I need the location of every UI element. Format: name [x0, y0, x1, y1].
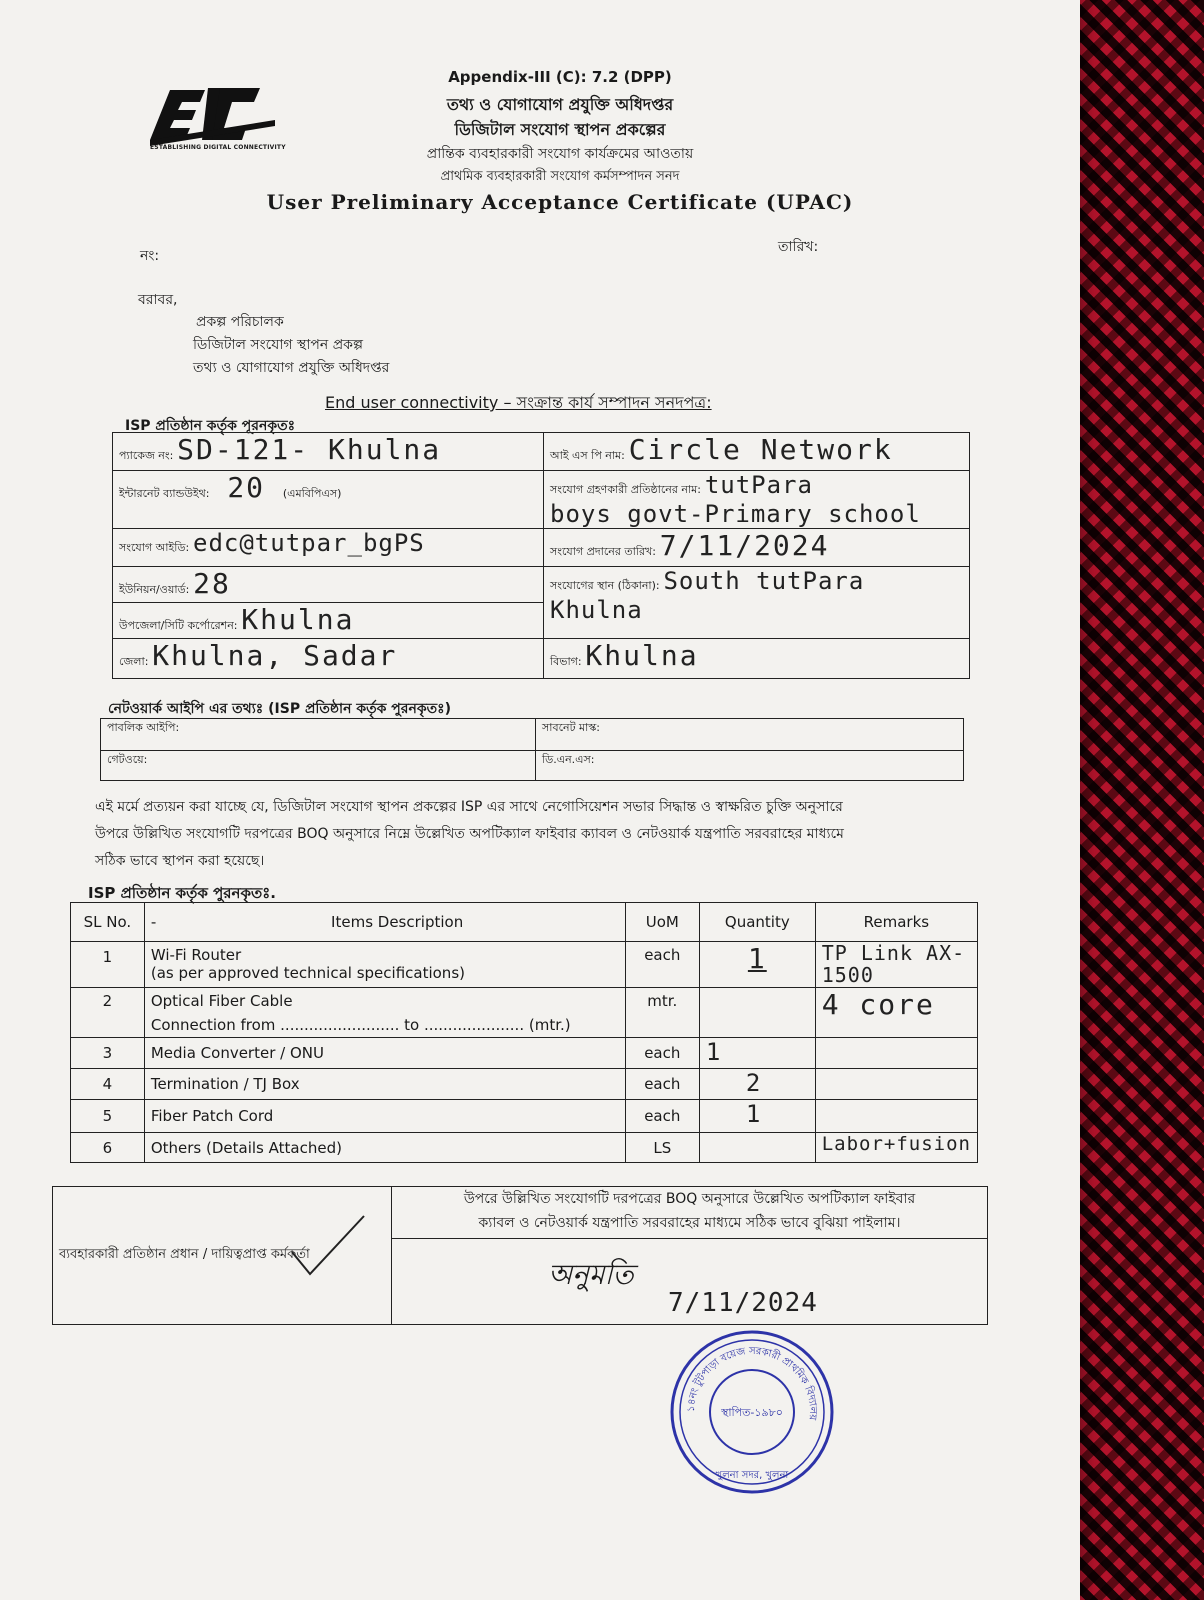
seal-outer-text: ১৪নং টুটপাড়া বয়েজ সরকারী প্রাথমিক বিদ্যালয় [685, 1345, 819, 1421]
institution-line-2: boys govt-Primary school [550, 500, 921, 528]
appendix-label: Appendix-III (C): 7.2 (DPP) [448, 68, 672, 86]
network-ip-table [100, 718, 964, 781]
seal-bottom-text: খুলনা সদর, খুলনা [715, 1470, 789, 1481]
address-line-1: প্রকল্প পরিচালক [196, 314, 284, 330]
network-section-label: নেটওয়ার্ক আইপি এর তথ্যঃ (ISP প্রতিষ্ঠান কর্তৃক পুরনকৃতঃ) [108, 701, 452, 717]
signature: অনুমতি [548, 1258, 634, 1291]
project-name: ডিজিটাল সংযোগ স্থাপন প্রকল্পের [454, 120, 666, 139]
address-line-2: ডিজিটাল সংযোগ স্থাপন প্রকল্প [193, 337, 363, 353]
gateway-cell: গেটওয়ে: [101, 751, 536, 781]
logo-caption: ESTABLISHING DIGITAL CONNECTIVITY [150, 144, 286, 151]
institution-line-1: tutPara [704, 471, 813, 499]
document-title: User Preliminary Acceptance Certificate (UPAC) [266, 190, 854, 214]
certificate-bn-title: প্রাথমিক ব্যবহারকারী সংযোগ কর্মসম্পাদন সনদ [440, 169, 680, 184]
col-remarks: Remarks [815, 903, 977, 942]
package-value: SD-121- Khulna [177, 433, 442, 466]
seal-icon [668, 1328, 836, 1496]
col-sl: SL No. [71, 903, 145, 942]
connection-id-cell: সংযোগ আইডি: edc@tutpar_bgPS [113, 529, 544, 567]
address-line-3: তথ্য ও যোগাযোগ প্রযুক্তি অধিদপ্তর [193, 360, 390, 376]
date-label: তারিখ: [778, 239, 819, 255]
table-row: 3 Media Converter / ONU each 1 [71, 1038, 978, 1069]
school-seal [668, 1328, 836, 1496]
isp-name-value: Circle Network [628, 433, 893, 466]
table-row: 5 Fiber Patch Cord each 1 [71, 1100, 978, 1133]
signature-cell [392, 1239, 988, 1325]
subject-line: End user connectivity – সংক্রান্ত কার্য সম্পাদন সনদপত্র: [325, 393, 712, 412]
institution-cell: সংযোগ গ্রহণকারী প্রতিষ্ঠানের নাম: tutPara boys govt-Primary school [544, 471, 970, 529]
connection-date-cell: সংযোগ প্রদানের তারিখ: 7/11/2024 [544, 529, 970, 567]
boq-table [70, 902, 978, 1163]
user-official-label: ব্যবহারকারী প্রতিষ্ঠান প্রধান / দায়িত্বপ্রাপ্ত কর্মকর্তা [53, 1187, 392, 1325]
seal-inner-text: স্থাপিত-১৯৮০ [721, 1406, 783, 1419]
table-row: 4 Termination / TJ Box each 2 [71, 1069, 978, 1100]
district-cell: জেলা: Khulna, Sadar [113, 639, 544, 679]
boq-section-label: ISP প্রতিষ্ঠান কর্তৃক পুরনকৃতঃ. [88, 884, 276, 902]
bandwidth-value: 20 [227, 471, 266, 504]
acceptance-text: উপরে উল্লিখিত সংযোগটি দরপত্রের BOQ অনুসারে উল্লেখিত অপটিক্যাল ফাইবার ক্যাবল ও নেটওয়ার্ক যন্ত্রপাতি সরবরাহের মাধ্যমে সঠিক ভাবে বুঝিয়া পাইলাম। [392, 1187, 988, 1239]
isp-info-table [112, 432, 970, 679]
edc-logo [150, 80, 275, 154]
ref-no-label: নং: [140, 248, 160, 264]
division-cell: বিভাগ: Khulna [544, 639, 970, 679]
signed-date: 7/11/2024 [668, 1288, 818, 1318]
subnet-cell: সাবনেট মাস্ক: [536, 719, 964, 751]
background-fabric [1060, 0, 1204, 1600]
package-cell: প্যাকেজ নং: SD-121- Khulna [113, 433, 544, 471]
department-name: তথ্য ও যোগাযোগ প্রযুক্তি অধিদপ্তর [446, 95, 674, 114]
public-ip-cell: পাবলিক আইপি: [101, 719, 536, 751]
upazila-cell: উপজেলা/সিটি কর্পোরেশন: Khulna [113, 603, 544, 639]
col-description: - Items Description [144, 903, 625, 942]
location-line-2: Khulna [550, 596, 643, 624]
union-cell: ইউনিয়ন/ওয়ার্ড: 28 [113, 567, 544, 603]
upazila-value: Khulna [241, 603, 355, 636]
isp-section-label: ISP প্রতিষ্ঠান কর্তৃক পূরনকৃতঃ [125, 418, 296, 434]
district-value: Khulna, Sadar [152, 639, 398, 672]
table-row: 1 Wi-Fi Router (as per approved technical specifications) each 1 TP Link AX-1500 [71, 942, 978, 988]
col-quantity: Quantity [699, 903, 815, 942]
division-value: Khulna [585, 639, 699, 672]
salutation: বরাবর, [138, 292, 178, 308]
union-value: 28 [193, 567, 231, 600]
bandwidth-cell: ইন্টারনেট ব্যান্ডউইথ: 20 (এমবিপিএস) [113, 471, 544, 529]
connection-date-value: 7/11/2024 [659, 529, 830, 562]
acceptance-table [52, 1186, 988, 1325]
isp-name-cell: আই এস পি নাম: Circle Network [544, 433, 970, 471]
table-row: 2 Optical Fiber Cable Connection from ......................... to ..................... (mtr.) mtr. 4 core [71, 988, 978, 1038]
location-cell: সংযোগের স্থান (ঠিকানা): South tutPara Khulna [544, 567, 970, 639]
location-line-1: South tutPara [663, 567, 865, 595]
check-mark-icon [288, 1212, 368, 1282]
dns-cell: ডি.এন.এস: [536, 751, 964, 781]
declaration-paragraph: এই মর্মে প্রত্যয়ন করা যাচ্ছে যে, ডিজিটাল সংযোগ স্থাপন প্রকল্পের ISP এর সাথে নেগোসিয়েশন সভার সিদ্ধান্ত ও স্বাক্ষরিত চুক্তি অনুসারে উপরে উল্লিখিত সংযোগটি দরপত্রের BOQ অনুসারে নিম্নে উল্লেখিত অপটিক্যাল ফাইবার ক্যাবল ও নেটওয়ার্ক যন্ত্রপাতি সরবরাহের মাধ্যমে সঠিক ভাবে স্থাপন করা হয়েছে। [95, 799, 844, 869]
col-uom: UoM [625, 903, 699, 942]
program-name: প্রান্তিক ব্যবহারকারী সংযোগ কার্যক্রমের আওতায় [426, 146, 694, 162]
table-row: 6 Others (Details Attached) LS Labor+fusion [71, 1133, 978, 1163]
connection-id-value: edc@tutpar_bgPS [193, 529, 425, 557]
